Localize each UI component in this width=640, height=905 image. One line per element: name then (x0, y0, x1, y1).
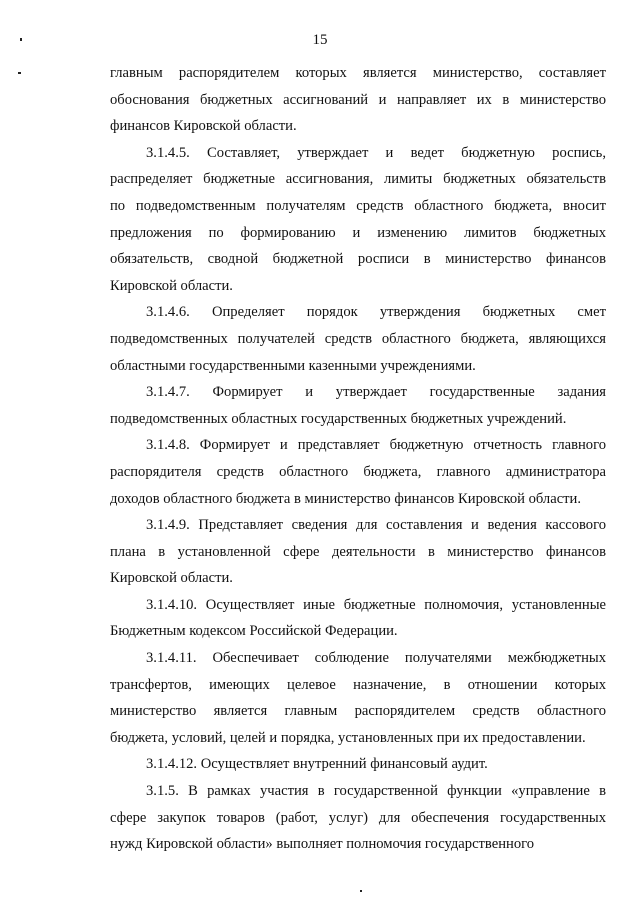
scan-artifact (18, 72, 21, 74)
text-line: трансфертов, имеющих целевое назначение, в отношении которых (110, 676, 606, 693)
text-line: Бюджетным кодексом Российской Федерации. (110, 623, 398, 640)
document-body (110, 60, 606, 858)
paragraph-3-1-4-5 (110, 140, 606, 300)
text-line: 3.1.4.9. Представляет сведения для составления и ведения кассового (146, 517, 606, 534)
paragraph-3-1-5 (110, 778, 606, 858)
text-line: главным распорядителем которых является министерство, составляет (110, 65, 606, 81)
paragraph-3-1-4-8 (110, 432, 606, 512)
text-line: плана в установленной сфере деятельности в министерство финансов (110, 543, 606, 560)
text-line: обязательств, сводной бюджетной росписи в министерство финансов (110, 251, 606, 268)
text-line: 3.1.4.6. Определяет порядок утверждения бюджетных смет (146, 304, 606, 321)
text-line: 3.1.4.11. Обеспечивает соблюдение получателями межбюджетных (146, 650, 606, 667)
page-number: 15 (312, 32, 328, 48)
text-line: по подведомственным получателям средств областного бюджета, вносит (110, 197, 606, 214)
text-line: предложения по формированию и изменению лимитов бюджетных (110, 224, 606, 241)
text-line: областными государственными казенными учреждениями. (110, 357, 476, 374)
text-line: 3.1.4.8. Формирует и представляет бюджетную отчетность главного (146, 437, 606, 454)
text-line: бюджета, условий, целей и порядка, установленных при их предоставлении. (110, 729, 586, 746)
text-line: подведомственных получателей средств областного бюджета, являющихся (110, 330, 606, 347)
text-line: 3.1.4.10. Осуществляет иные бюджетные полномочия, установленные (146, 596, 606, 613)
text-line: распорядителя средств областного бюджета, главного администратора (110, 463, 606, 480)
paragraph-3-1-4-7 (110, 379, 606, 432)
text-line: доходов областного бюджета в министерство финансов Кировской области. (110, 490, 582, 507)
paragraph-3-1-4-12 (110, 751, 606, 778)
text-line: финансов Кировской области. (110, 118, 297, 135)
text-line: 3.1.4.5. Составляет, утверждает и ведет бюджетную роспись, (146, 144, 606, 161)
paragraph-3-1-4-11 (110, 645, 606, 751)
paragraph-3-1-4-9 (110, 512, 606, 592)
text-line: министерство является главным распорядителем средств областного (110, 703, 606, 720)
scan-artifact (360, 890, 362, 892)
text-line: нужд Кировской области» выполняет полномочия государственного (110, 836, 535, 853)
paragraph-3-1-4-6 (110, 299, 606, 379)
text-line: Кировской области. (110, 277, 233, 294)
text-line: распределяет бюджетные ассигнования, лимиты бюджетных обязательств (110, 171, 606, 188)
text-line: 3.1.4.7. Формирует и утверждает государственные задания (146, 384, 606, 401)
paragraph-3-1-4-10 (110, 592, 606, 645)
text-line: 3.1.5. В рамках участия в государственной функции «управление в (146, 783, 606, 800)
text-line: 3.1.4.12. Осуществляет внутренний финансовый аудит. (146, 756, 488, 773)
text-line: обоснования бюджетных ассигнований и направляет их в министерство (110, 91, 606, 108)
text-line: сфере закупок товаров (работ, услуг) для обеспечения государственных (110, 809, 606, 826)
text-line: подведомственных областных государственных бюджетных учреждений. (110, 410, 567, 427)
paragraph-continuation (110, 60, 606, 140)
text-line: Кировской области. (110, 570, 233, 587)
